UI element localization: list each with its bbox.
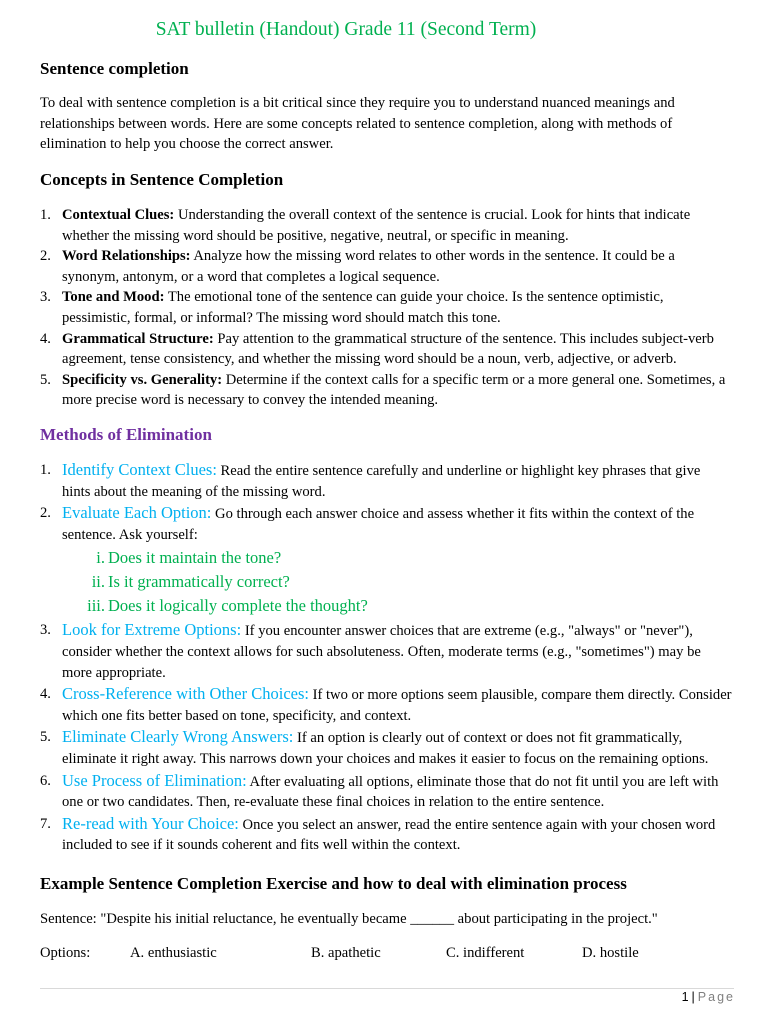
concept-term: Specificity vs. Generality: (62, 371, 223, 388)
section-heading-example: Example Sentence Completion Exercise and how to deal with elimination process (40, 874, 627, 893)
method-term: Identify Context Clues: (62, 460, 217, 479)
concept-text: Determine if the context calls for a specific term or a more general one. Sometimes, a more precise word is necessary to convey the intended meaning. (62, 371, 726, 409)
concept-text: Understanding the overall context of the sentence is crucial. Look for hints that indicate whether the missing word should be positive, negative, neutral, or specific in meaning. (62, 207, 691, 244)
concept-term: Word Relationships: (62, 248, 191, 265)
question-item: iii. Does it logically complete the thought? (87, 596, 368, 616)
options-label: Options: (40, 945, 91, 961)
method-text: Go through each answer choice and assess whether it fits within the context of the sentence. Ask yourself: (62, 506, 695, 543)
list-item: 2. Word Relationships: Analyze how the missing word relates to other words in the sentence. It could be a synonym, antonym, or a word that completes a logical sequence. (40, 248, 675, 285)
list-item: 7. Re-read with Your Choice: Once you select an answer, read the entire sentence again with your chosen word included to see if it sounds coherent and fits well within the context. (40, 813, 716, 854)
self-check-questions (62, 546, 732, 618)
method-term: Re-read with Your Choice: (62, 813, 239, 833)
method-term: Evaluate Each Option: (62, 503, 212, 523)
question-item: ii. Is it grammatically correct? (91, 572, 290, 592)
page-number: 1 (681, 990, 689, 1004)
method-text: After evaluating all options, eliminate those that do not fit until you are left with one or two candidates. Then, re-evaluate these final choices in relation to the entire sentence. (62, 773, 719, 811)
concept-term: Tone and Mood: (62, 289, 165, 306)
list-item: 1. Identify Context Clues: Read the entire sentence carefully and underline or highlight key phrases that give hints about the meaning of the missing word. (40, 460, 701, 500)
option-d: D. hostile (582, 945, 639, 961)
footer-separator: | (691, 990, 695, 1004)
section-heading-concepts: Concepts in Sentence Completion (40, 170, 284, 189)
page-title: SAT bulletin (Handout) Grade 11 (Second Term) (155, 19, 537, 40)
option-c: C. indifferent (446, 945, 525, 961)
list-item: 5. Specificity vs. Generality: Determine if the context calls for a specific term or a more general one. Sometimes, a more precise word is necessary to convey the intended meaning. (40, 371, 726, 409)
option-b: B. apathetic (311, 945, 381, 961)
list-item: 2. Evaluate Each Option: Go through each answer choice and assess whether it fits within the context of the sentence. Ask yourself: i. Does it maintain the tone? ii. Is it grammatically correct? iii. Does it logically complete the thought? (40, 503, 732, 618)
section-heading-sentence-completion: Sentence completion (40, 59, 189, 78)
concept-term: Contextual Clues: (62, 207, 175, 223)
concept-term: Grammatical Structure: (62, 330, 214, 347)
method-text: If two or more options seem plausible, compare them directly. Consider which one fits better based on tone, specificity, and context. (62, 687, 732, 724)
method-text: If an option is clearly out of context or does not fit grammatically, eliminate it right away. This narrows down your choices and makes it easier to focus on the remaining options. (62, 730, 709, 767)
method-term: Cross-Reference with Other Choices: (62, 684, 309, 704)
concept-text: The emotional tone of the sentence can guide your choice. Is the sentence optimistic, pessimistic, formal, or informal? The missing word should match this tone. (62, 289, 664, 326)
method-term: Eliminate Clearly Wrong Answers: (62, 727, 294, 747)
intro-paragraph: To deal with sentence completion is a bit critical since they require you to understand nuanced meanings and relationships between words. Here are some concepts related to sentence completion, along with methods of elimination to help you choose the correct answer. (40, 95, 675, 153)
footer-divider (40, 988, 734, 989)
section-heading-elimination: Methods of Elimination (40, 425, 212, 444)
list-item: 4. Grammatical Structure: Pay attention to the grammatical structure of the sentence. This includes subject-verb agreement, tense consistency, and whether the missing word should be a noun, verb, adjective, or adverb. (40, 330, 714, 368)
list-item: 6. Use Process of Elimination: After evaluating all options, eliminate those that do not fit until you are left with one or two candidates. Then, re-evaluate these final choices in relation to the entire sentence. (40, 770, 719, 811)
method-term: Look for Extreme Options: (62, 620, 242, 640)
list-item: 1. Contextual Clues: Understanding the overall context of the sentence is crucial. Look for hints that indicate whether the missing word should be positive, negative, neutral, or specific in meaning. (40, 207, 691, 244)
list-item: 3. Look for Extreme Options: If you encounter answer choices that are extreme (e.g., "always" or "never"), consider whether the context allows for such absoluteness. Often, moderate terms (e.g., "sometimes") may be more appropriate. (40, 620, 701, 681)
method-term: Use Process of Elimination: (62, 770, 247, 790)
method-text: Once you select an answer, read the entire sentence again with your chosen word included to see if it sounds coherent and fits well within the context. (62, 816, 716, 854)
concepts-list (40, 205, 732, 411)
list-item: 4. Cross-Reference with Other Choices: If two or more options seem plausible, compare them directly. Consider which one fits better based on tone, specificity, and context. (40, 684, 732, 724)
elimination-list (40, 460, 732, 857)
method-text: If you encounter answer choices that are extreme (e.g., "always" or "never"), consider whether the context allows for such absoluteness. Often, moderate terms (e.g., "sometimes") may be more appropriate. (62, 623, 701, 681)
page-label: Page (697, 990, 735, 1004)
list-item: 5. Eliminate Clearly Wrong Answers: If an option is clearly out of context or does not fit grammatically, eliminate it right away. This narrows down your choices and makes it easier to focus on the remaining options. (40, 727, 709, 767)
concept-text: Pay attention to the grammatical structure of the sentence. This includes subject-verb agreement, tense consistency, and whether the missing word should be a noun, verb, adjective, or adverb. (62, 330, 714, 368)
example-sentence: Sentence: "Despite his initial reluctance, he eventually became ______ about participating in the project." (40, 911, 658, 927)
list-item: 3. Tone and Mood: The emotional tone of the sentence can guide your choice. Is the sentence optimistic, pessimistic, formal, or informal? The missing word should match this tone. (40, 289, 664, 326)
concept-text: Analyze how the missing word relates to other words in the sentence. It could be a synonym, antonym, or a word that completes a logical sequence. (62, 248, 675, 285)
option-a: A. enthusiastic (130, 945, 217, 961)
question-item: i. Does it maintain the tone? (96, 548, 282, 568)
options-row (40, 943, 732, 963)
method-text: Read the entire sentence carefully and underline or highlight key phrases that give hints about the meaning of the missing word. (62, 463, 701, 500)
page-footer (682, 990, 735, 1004)
